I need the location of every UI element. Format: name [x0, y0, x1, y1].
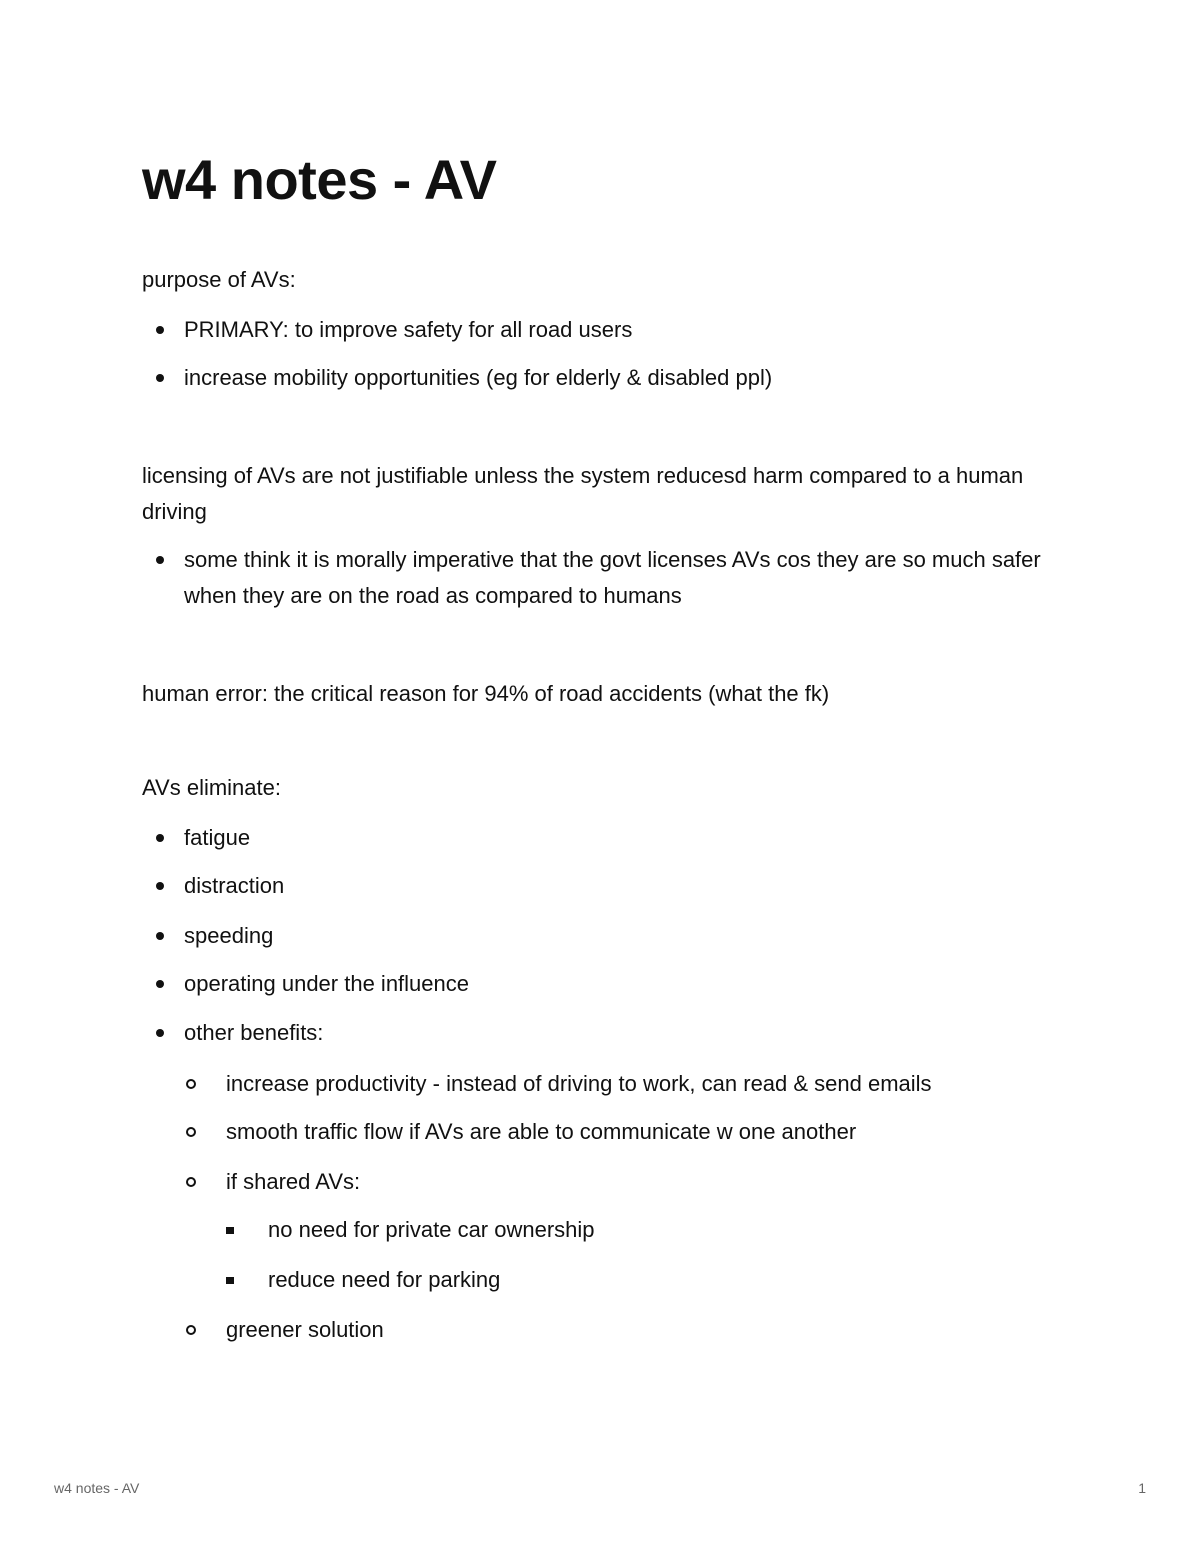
list-item: increase mobility opportunities (eg for elderly & disabled ppl): [142, 360, 1062, 396]
list-item: smooth traffic flow if AVs are able to communicate w one another: [184, 1114, 1062, 1150]
list-item: increase productivity - instead of driving to work, can read & send emails: [184, 1066, 1062, 1102]
list-item: fatigue: [142, 820, 1062, 856]
footer-doc-title: w4 notes - AV: [54, 1480, 140, 1496]
list-item: PRIMARY: to improve safety for all road users: [142, 312, 1062, 348]
benefits-list: [184, 1066, 1062, 1200]
bullet-disc-icon: [156, 980, 164, 988]
page-title: w4 notes - AV: [142, 148, 497, 211]
licensing-list: [142, 542, 1062, 614]
list-item: speeding: [142, 918, 1062, 954]
bullet-circle-icon: [186, 1079, 196, 1089]
bullet-circle-icon: [186, 1127, 196, 1137]
list-item: some think it is morally imperative that the govt licenses AVs cos they are so much safer when they are on the road as compared to humans: [142, 542, 1062, 614]
list-item: other benefits:: [142, 1015, 1062, 1051]
shared-list: [226, 1212, 1062, 1298]
benefits-list-cont: [184, 1312, 1062, 1348]
bullet-square-icon: [226, 1227, 234, 1234]
eliminate-heading: AVs eliminate:: [142, 775, 281, 800]
list-item: no need for private car ownership: [226, 1212, 1062, 1248]
purpose-list: [142, 312, 1062, 396]
eliminate-list: [142, 820, 1062, 1051]
bullet-square-icon: [226, 1277, 234, 1284]
purpose-heading: purpose of AVs:: [142, 267, 296, 292]
list-item: if shared AVs:: [184, 1164, 1062, 1200]
list-item: operating under the influence: [142, 966, 1062, 1002]
bullet-disc-icon: [156, 374, 164, 382]
bullet-disc-icon: [156, 326, 164, 334]
notes-page: [142, 148, 1062, 1348]
list-item: reduce need for parking: [226, 1262, 1062, 1298]
bullet-disc-icon: [156, 556, 164, 564]
human-error-paragraph: human error: the critical reason for 94% of road accidents (what the fk): [142, 681, 830, 706]
bullet-disc-icon: [156, 834, 164, 842]
footer-page-number: 1: [1138, 1480, 1146, 1496]
licensing-paragraph: licensing of AVs are not justifiable unless the system reducesd harm compared to a human driving: [142, 463, 1024, 524]
list-item: distraction: [142, 868, 1062, 904]
bullet-circle-icon: [186, 1325, 196, 1335]
list-item: greener solution: [184, 1312, 1062, 1348]
bullet-disc-icon: [156, 1029, 164, 1037]
bullet-disc-icon: [156, 882, 164, 890]
bullet-circle-icon: [186, 1177, 196, 1187]
bullet-disc-icon: [156, 932, 164, 940]
